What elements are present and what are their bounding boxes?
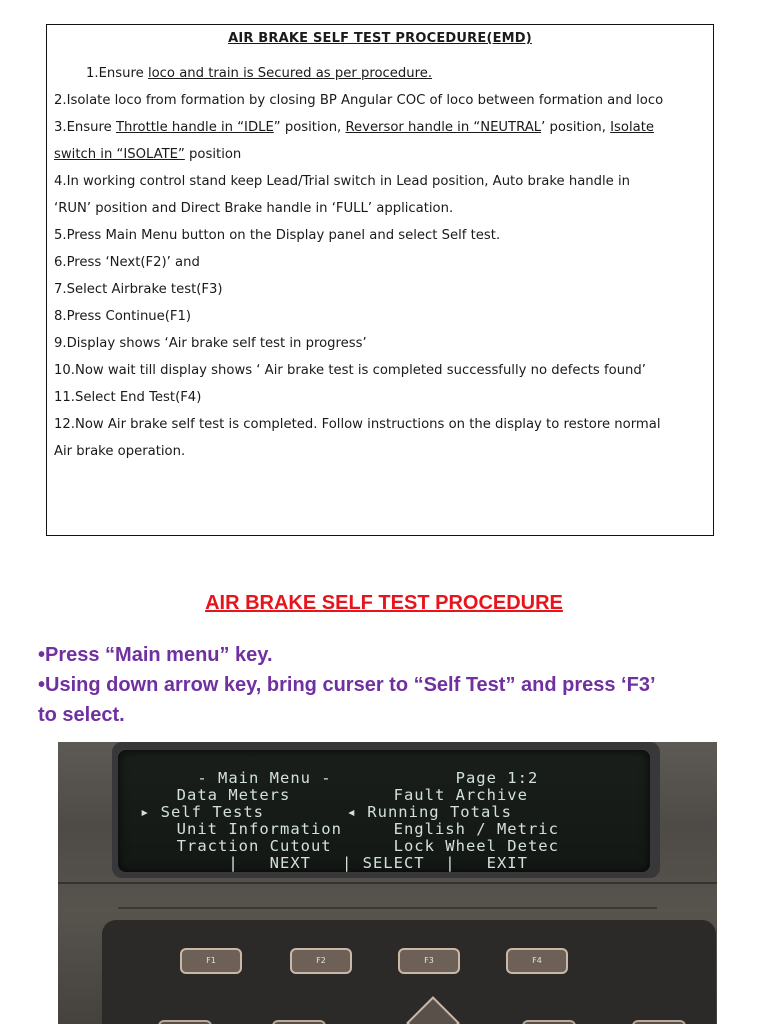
procedure-title: AIR BRAKE SELF TEST PROCEDURE(EMD): [228, 31, 532, 46]
lcd-line-4: Unit Information English / Metric: [156, 820, 559, 838]
step-3-position: position: [184, 147, 242, 162]
procedure-step-12: 12.Now Air brake self test is completed. Follow instructions on the display to restore normal: [54, 417, 661, 432]
procedure-step-8: 8.Press Continue(F1): [54, 309, 192, 324]
procedure-step-6: 6.Press ‘Next(F2)’ and: [54, 255, 200, 270]
procedure-step-1: [86, 60, 705, 87]
bullet-down-arrow: •Using down arrow key, bring curser to “Self Test” and press ‘F3’: [38, 674, 656, 696]
f1-key[interactable]: F1: [180, 948, 242, 974]
procedure-step-10: 10.Now wait till display shows ‘ Air brake test is completed successfully no defects found’: [54, 363, 646, 378]
f2-key[interactable]: F2: [290, 948, 352, 974]
lcd-line-softkeys: | NEXT | SELECT | EXIT: [156, 854, 528, 872]
keypad-button[interactable]: [632, 1020, 686, 1024]
step-3-post: ’ position,: [541, 120, 611, 135]
step-3-isolate: Isolate: [610, 120, 654, 135]
procedure-step-3: [54, 114, 705, 141]
step-1-underlined: loco and train is Secured as per procedure.: [147, 66, 433, 81]
lcd-line-5: Traction Cutout Lock Wheel Detec: [156, 837, 559, 855]
procedure-step-3-cont: [54, 141, 705, 168]
procedure-step-5: 5.Press Main Menu button on the Display panel and select Self test.: [54, 228, 501, 243]
up-arrow-key[interactable]: [406, 996, 460, 1024]
procedure-step-2: 2.Isolate loco from formation by closing BP Angular COC of loco between formation and loco: [54, 93, 664, 108]
step-3-mid: ” position,: [273, 120, 346, 135]
bezel-groove-lower: [118, 907, 657, 909]
procedure-box: [46, 24, 714, 536]
bullet-main-menu: •Press “Main menu” key.: [38, 644, 273, 666]
procedure-step-7: 7.Select Airbrake test(F3): [54, 282, 223, 297]
keypad: [102, 920, 716, 1024]
step-3-switch: switch in “ISOLATE”: [54, 147, 185, 162]
procedure-step-4: 4.In working control stand keep Lead/Trial switch in Lead position, Auto brake handle in: [54, 174, 630, 189]
lcd-line-2: Data Meters Fault Archive: [156, 786, 528, 804]
display-panel-photo: [58, 742, 717, 1024]
lcd-line-3: ▸ Self Tests ◂ Running Totals: [140, 803, 512, 821]
step-1-text: 1.Ensure: [86, 66, 148, 81]
lcd-line-title: - Main Menu - Page 1:2: [156, 769, 539, 787]
bullet-to-select: to select.: [38, 704, 125, 726]
procedure-step-12-cont: Air brake operation.: [54, 444, 186, 459]
procedure-step-9: 9.Display shows ‘Air brake self test in progress’: [54, 336, 367, 351]
step-3-reversor: Reversor handle in “NEUTRAL: [345, 120, 542, 135]
lcd-screen: [118, 750, 650, 872]
procedure-step-4-cont: ‘RUN’ position and Direct Brake handle in ‘FULL’ application.: [54, 201, 454, 216]
bezel-groove: [58, 882, 717, 884]
step-3-throttle: Throttle handle in “IDLE: [115, 120, 274, 135]
keypad-button[interactable]: [272, 1020, 326, 1024]
procedure-step-11: 11.Select End Test(F4): [54, 390, 202, 405]
step-3-text: 3.Ensure: [54, 120, 116, 135]
section-heading: AIR BRAKE SELF TEST PROCEDURE: [205, 592, 563, 614]
f4-key[interactable]: F4: [506, 948, 568, 974]
f3-key[interactable]: F3: [398, 948, 460, 974]
keypad-button[interactable]: [158, 1020, 212, 1024]
keypad-button[interactable]: [522, 1020, 576, 1024]
